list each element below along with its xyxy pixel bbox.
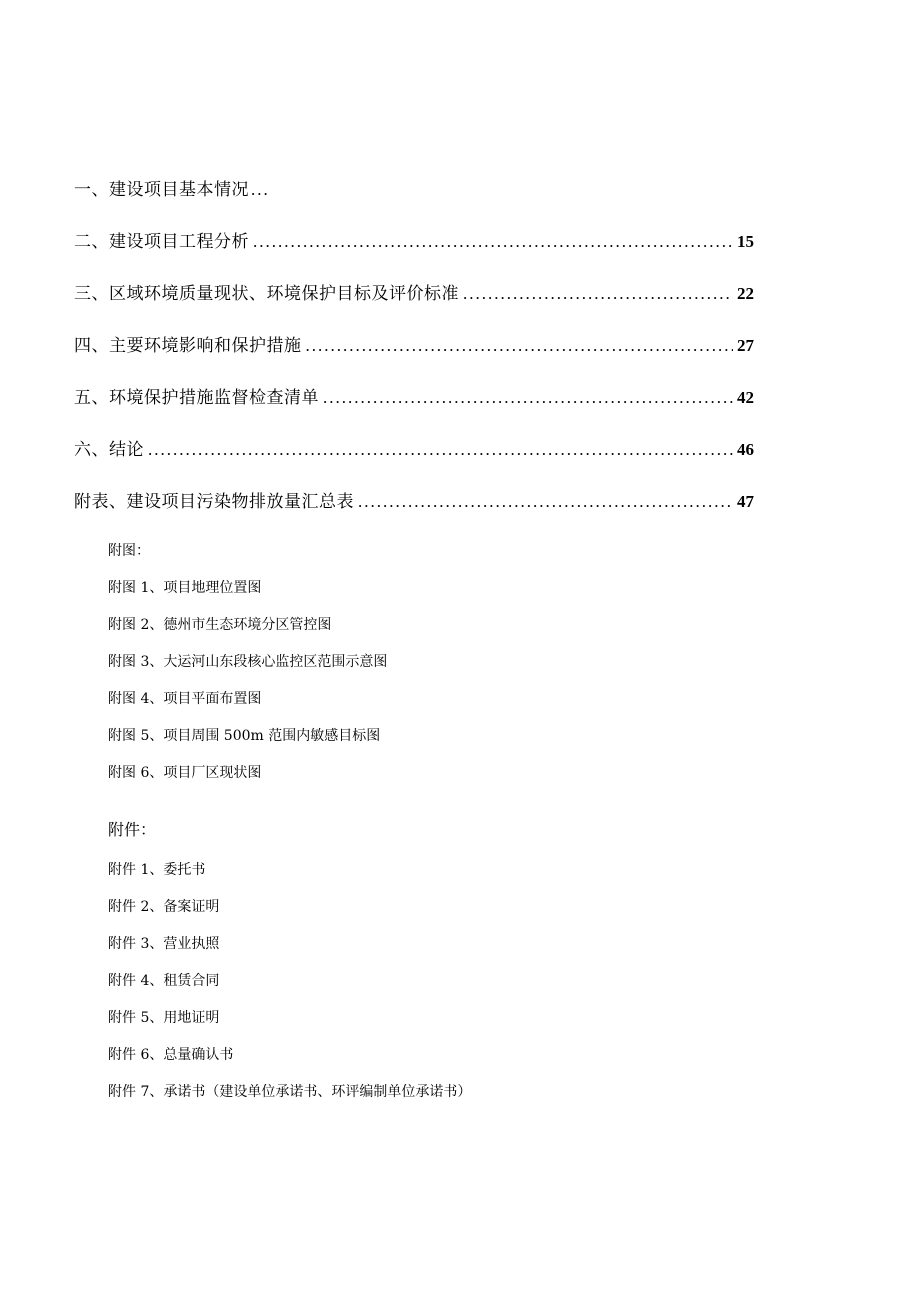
toc-entry-page: 42 <box>737 388 754 407</box>
attachment-item-3: 附件 3、营业执照 <box>108 936 220 952</box>
figures-heading: 附图： <box>108 543 150 559</box>
attachment-item-6: 附件 6、总量确认书 <box>108 1047 234 1063</box>
figure-item-3: 附图 3、大运河山东段核心监控区范围示意图 <box>108 654 388 670</box>
figure-item-2: 附图 2、德州市生态环境分区管控图 <box>108 617 332 633</box>
toc-entry-7[interactable] <box>74 486 754 538</box>
toc-entry-2[interactable] <box>74 226 754 278</box>
attachment-item-7: 附件 7、承诺书（建设单位承诺书、环评编制单位承诺书） <box>108 1084 472 1100</box>
toc-entry-page: 27 <box>737 336 754 355</box>
attachment-item-2: 附件 2、备案证明 <box>108 899 220 915</box>
toc-leader-dots <box>306 330 734 362</box>
toc-leader-dots <box>323 382 733 414</box>
toc-leader-dots <box>358 486 733 518</box>
toc-entry-3[interactable] <box>74 278 754 330</box>
toc-leader-dots <box>148 434 733 466</box>
toc-entry-title: 六、结论 <box>74 440 144 460</box>
attachment-item-5: 附件 5、用地证明 <box>108 1010 220 1026</box>
attachments-list <box>108 820 668 1119</box>
toc-entry-title: 附表、建设项目污染物排放量汇总表 <box>74 492 354 512</box>
figure-item-5: 附图 5、项目周围 500m 范围内敏感目标图 <box>108 728 381 744</box>
toc-entry-page: 46 <box>737 440 754 459</box>
table-of-contents <box>74 174 754 538</box>
attachment-item-1: 附件 1、委托书 <box>108 862 206 878</box>
toc-entry-5[interactable] <box>74 382 754 434</box>
attachments-heading: 附件： <box>108 820 157 839</box>
toc-leader-dots <box>251 174 270 206</box>
figures-list <box>108 541 668 800</box>
toc-entry-6[interactable] <box>74 434 754 486</box>
toc-leader-dots <box>253 226 733 258</box>
toc-entry-title: 五、环境保护措施监督检查清单 <box>74 388 319 408</box>
toc-entry-4[interactable] <box>74 330 754 382</box>
toc-entry-title: 三、区域环境质量现状、环境保护目标及评价标准 <box>74 284 459 304</box>
toc-entry-page: 47 <box>737 492 754 511</box>
figure-item-4: 附图 4、项目平面布置图 <box>108 691 262 707</box>
toc-entry-title: 二、建设项目工程分析 <box>74 232 249 252</box>
figure-item-1: 附图 1、项目地理位置图 <box>108 580 262 596</box>
toc-entry-1[interactable] <box>74 174 754 226</box>
toc-entry-page: 22 <box>737 284 754 303</box>
toc-entry-title: 一、建设项目基本情况 <box>74 180 249 200</box>
toc-entry-title: 四、主要环境影响和保护措施 <box>74 336 302 356</box>
toc-entry-page: 15 <box>737 232 754 251</box>
attachment-item-4: 附件 4、租赁合同 <box>108 973 220 989</box>
toc-leader-dots <box>463 278 733 310</box>
figure-item-6: 附图 6、项目厂区现状图 <box>108 765 262 781</box>
